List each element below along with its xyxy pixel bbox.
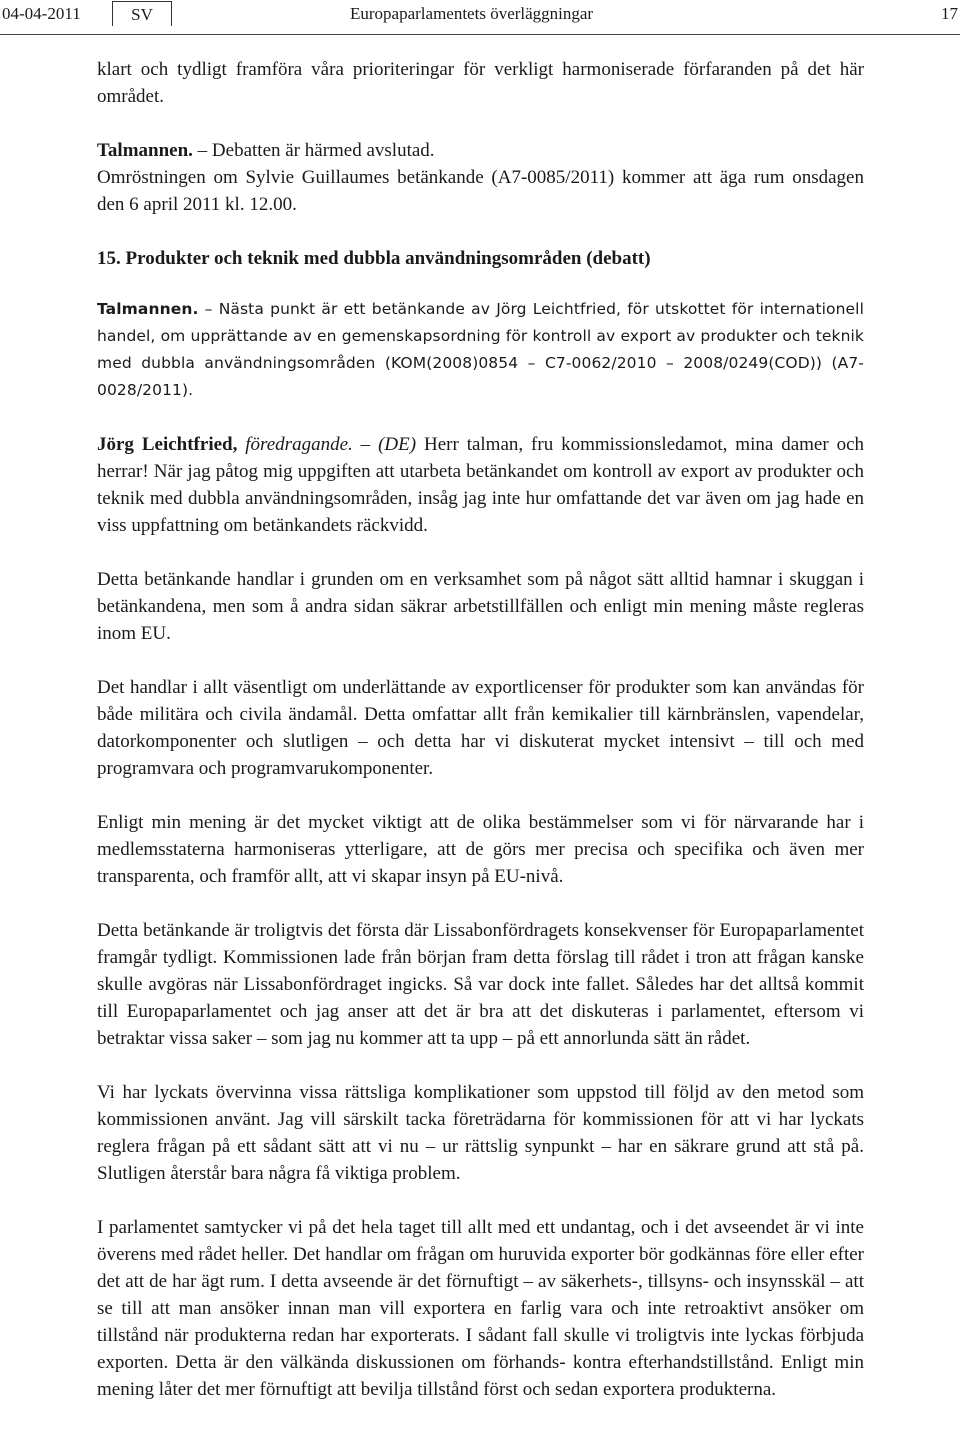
paragraph: Vi har lyckats övervinna vissa rättsliga komplikationer som uppstod till följd av den metod som kommissionen använt. Jag vill särskilt tacka företrädarna för kommissionen för att vi har lyckats reglera frågan på ett sådant sätt att vi nu – ur rättslig synpunkt – har en säkrare grund att stå på. Slutligen återstår bara några få viktiga problem. (97, 1082, 864, 1184)
paragraph: Detta betänkande handlar i grunden om en verksamhet som på något sätt alltid hamnar i skuggan i betänkandena, men som å andra sidan säkrar arbetstillfällen och enligt min mening måste regleras inom EU. (97, 569, 864, 644)
page-number: 17 (941, 4, 958, 23)
paragraph-text: Herr talman, fru kommissionsledamot, mina damer och herrar! När jag påtog mig uppgiften att utarbeta betänkandet om kontroll av export av produkter och teknik med dubbla användningsområden, insåg jag inte hur omfattande det var även om jag hade en viss uppfattning om betänkandets räckvidd. (97, 434, 865, 536)
paragraph: Det handlar i allt väsentligt om underlättande av exportlicenser för produkter som kan användas för både militära och civila ändamål. Detta omfattar allt från kemikalier till kärnbränslen, vapendelar, datorkomponenter och slutligen – och detta har vi diskuterat mycket intensivt – till och med programvara och programvarukomponenter. (97, 677, 864, 779)
paragraph: Detta betänkande är troligtvis det första där Lissabonfördragets konsekvenser för Europaparlamentet framgår tydligt. Kommissionen lade från början fram detta förslag till rådet i tron att frågan kanske skulle avgöras när Lissabonfördraget ingicks. Så var dock inte fallet. Således har det alltså kommit till Europaparlamentet och jag anser att det är bra att det diskuteras i parlamentet, eftersom vi betraktar vissa saker – som jag nu kommer att ta upp – på ett annorlunda sätt än rådet. (97, 920, 864, 1049)
paragraph: Omröstningen om Sylvie Guillaumes betänkande (A7-0085/2011) kommer att äga rum onsdagen den 6 april 2011 kl. 12.00. (97, 167, 864, 215)
language-badge: SV (112, 1, 172, 26)
paragraph-text: – Nästa punkt är ett betänkande av Jörg Leichtfried, för utskottet för internationell handel, om upprättande av en gemenskapsordning för kontroll av export av produkter och teknik med dubbla användningsområden (KOM(2008)0854 – C7-0062/2010 – 2008/0249(COD)) (A7-0028/2011). (97, 300, 864, 399)
speaker-role: föredragande. (237, 434, 353, 455)
paragraph: I parlamentet samtycker vi på det hela taget till allt med ett undantag, och i det avseendet är vi inte överens med rådet heller. Det handlar om frågan om huruvida exporter bör godkännas före eller efter det att de har ägt rum. I detta avseende är det förnuftigt – av säkerhets-, tillsyns- och insynsskäl – att se till att man ansöker innan man vill exportera en farlig vara och inte retroaktivt ansöker om tillstånd när produkterna redan har exporterats. I sådant fall skulle vi troligtvis inte lyckas förbjuda exporten. Detta är den välkända diskussionen om förhands- kontra efterhandstillstånd. Enligt min mening låter det mer förnuftigt att bevilja tillstånd först och sedan exportera produkterna. (97, 1217, 864, 1400)
section-heading: 15. Produkter och teknik med dubbla användningsområden (debatt) (97, 248, 651, 269)
paragraph-text: – Debatten är härmed avslutad. (192, 140, 435, 161)
speaker-name: Talmannen. (97, 300, 199, 318)
header-title: Europaparlamentets överläggningar (350, 4, 594, 23)
paragraph (97, 137, 864, 164)
document-body (97, 56, 864, 1430)
speaker-name: Talmannen. (97, 140, 193, 161)
speaker-name: Jörg Leichtfried, (97, 434, 238, 455)
header-date: 04-04-2011 (2, 4, 81, 23)
paragraph (97, 296, 864, 404)
header-divider (0, 34, 960, 35)
paragraph: klart och tydligt framföra våra prioriteringar för verkligt harmoniserade förfaranden på det här området. (97, 59, 864, 107)
paragraph: Enligt min mening är det mycket viktigt att de olika bestämmelser som vi för närvarande har i medlemsstaterna harmoniseras ytterligare, att de görs mer precisa och specifika och även mer transparenta, och framför allt, att vi skapar insyn på EU-nivå. (97, 812, 864, 887)
language-code: – (DE) (352, 434, 417, 455)
page-header (0, 0, 960, 30)
paragraph (97, 431, 864, 539)
